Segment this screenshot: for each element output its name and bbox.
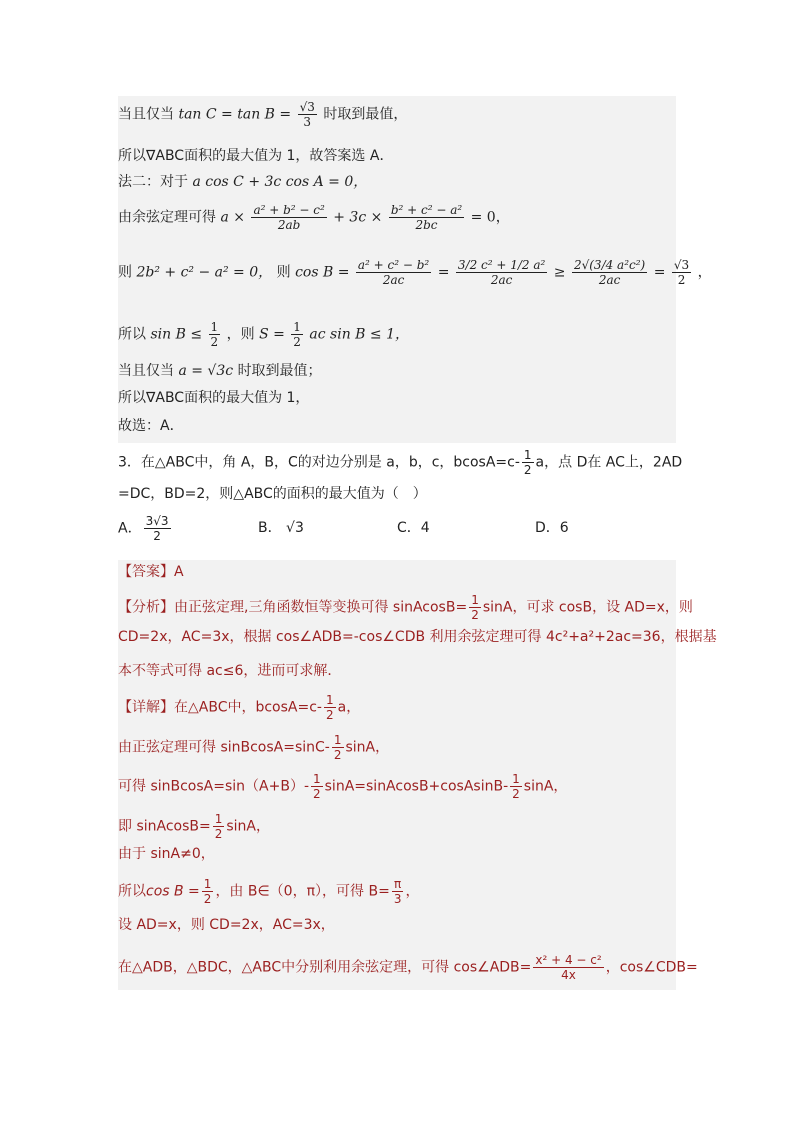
line-7: 当且仅当 a = √3c 时取到最值；	[118, 363, 322, 379]
answer-label: 【答案】A	[118, 564, 184, 580]
detail-line-5: 由于 sinA≠0，	[118, 846, 215, 862]
line-1: 当且仅当 tan C = tan B = $\frac{√3}{3}$ 时取到最值，	[118, 100, 408, 129]
line-9: 故选：A．	[118, 418, 184, 434]
line-3: 法二：对于 a cos C + 3c cos A = 0，	[118, 174, 368, 190]
question-line-1: 3．在△ABC中，角 A，B，C的对边分别是 a，b，c，bcosA=c- $\frac{1}{2}$ a，点 D在 AC上，2AD	[118, 448, 683, 477]
detail-line-1: 【详解】在△ABC中，bcosA=c- $\frac{1}{2}$ a，	[118, 693, 361, 722]
analysis-line-3: 本不等式可得 ac≤6，进而可求解．	[118, 663, 342, 679]
line-6: 所以 sin B ≤ $\frac{1}{2}$ ，则 S = $\frac{1}{2}$ ac sin B ≤ 1，	[118, 320, 409, 349]
analysis-line-2: CD=2x，AC=3x，根据 cos∠ADB=-cos∠CDB 利用余弦定理可得 4c²+a²+2ac=36，根据基	[118, 629, 717, 645]
detail-line-3: 可得 sinBcosA=sin（A+B）- $\frac{1}{2}$ sinA=sinAcosB+cosAsinB- $\frac{1}{2}$ sinA，	[118, 772, 568, 801]
option-a: A． $\frac{3√3}{2}$	[118, 514, 169, 543]
detail-line-6: 所以cos B = $\frac{1}{2}$ ，由 B∈（0，π），可得 B= $\frac{\pi}{3}$ ，	[118, 877, 420, 906]
option-c: C．4	[397, 520, 430, 536]
line-5: 则 2b² + c² − a² = 0， 则 cos B = $\frac{\text{a² + c² − b²}}{2ac}$ = $\frac{\text{3/2 c² + 1/2 a²}}{2ac}$ ≥ $\frac{\text{2√(3/4 a²c²)}}{2ac}$ = $\frac{√3}{2}$ ，	[118, 258, 712, 287]
detail-line-8: 在△ADB，△BDC，△ABC中分别利用余弦定理，可得 cos∠ADB= $\frac{\text{x² + 4 − c²}}{4x}$ ，cos∠CDB=	[118, 953, 698, 982]
line-2: 所以∇ABC面积的最大值为 1，故答案选 A．	[118, 148, 394, 164]
detail-line-4: 即 sinAcosB= $\frac{1}{2}$ sinA，	[118, 812, 271, 841]
analysis-line-1: 【分析】由正弦定理,三角函数恒等变换可得 sinAcosB= $\frac{1}{2}$ sinA，可求 cosB，设 AD=x，则	[118, 593, 693, 622]
detail-line-2: 由正弦定理可得 sinBcosA=sinC- $\frac{1}{2}$ sinA，	[118, 733, 390, 762]
line-8: 所以∇ABC面积的最大值为 1，	[118, 390, 310, 406]
option-d: D．6	[535, 520, 569, 536]
question-line-2: =DC，BD=2，则△ABC的面积的最大值为（ ）	[118, 486, 427, 502]
line-4: 由余弦定理可得 a × $\frac{\text{a² + b² − c²}}{2ab}$ + 3c × $\frac{\text{b² + c² − a²}}{2bc}$ = 0，	[118, 203, 510, 232]
option-b: B． √3	[258, 520, 304, 536]
detail-line-7: 设 AD=x，则 CD=2x，AC=3x，	[118, 917, 335, 933]
